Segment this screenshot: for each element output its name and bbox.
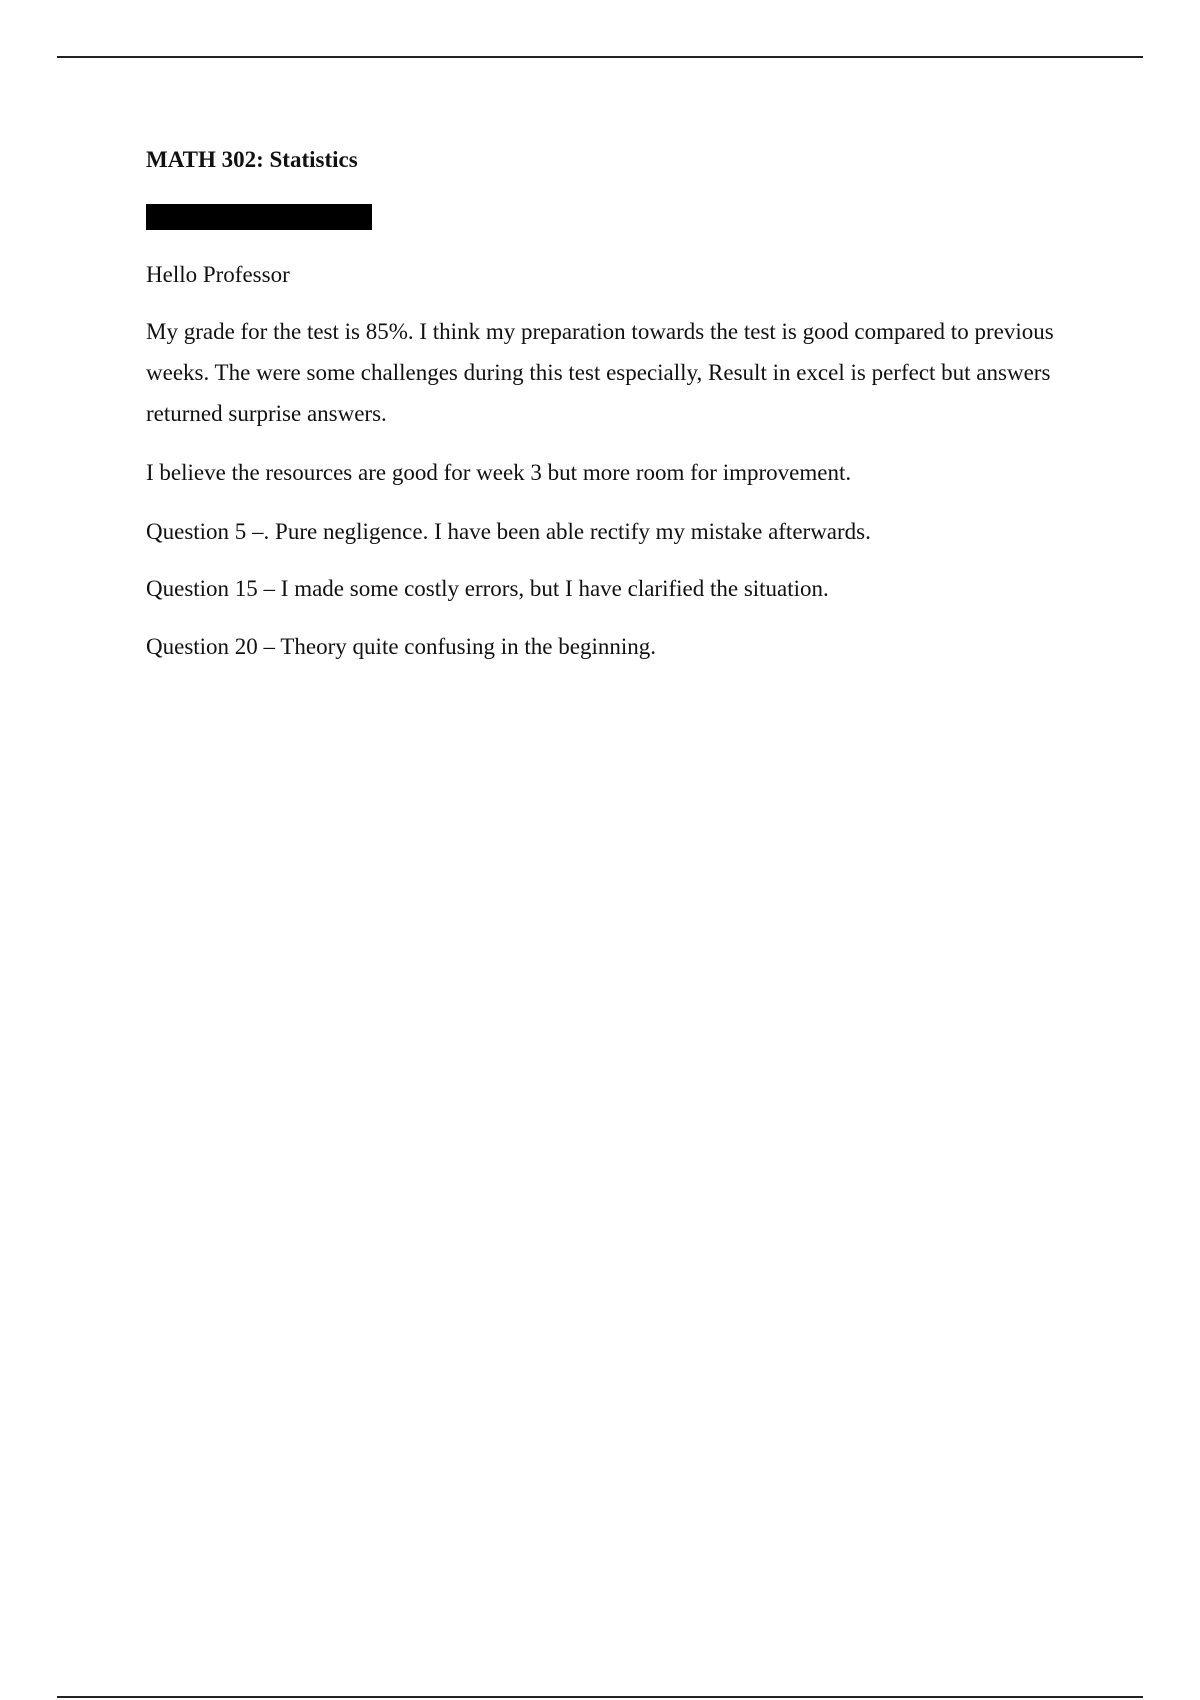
question-5-paragraph: Question 5 –. Pure negligence. I have been able rectify my mistake afterwards.	[146, 519, 871, 544]
page-top-rule	[57, 56, 1143, 58]
document-title: MATH 302: Statistics	[146, 147, 358, 172]
question-20-paragraph: Question 20 – Theory quite confusing in the beginning.	[146, 634, 656, 659]
grade-paragraph: My grade for the test is 85%. I think my preparation towards the test is good compared to previous weeks. The were some challenges during this test especially, Result in excel is perfect but answers returned surprise answers.	[146, 319, 1054, 426]
page-bottom-rule	[57, 1696, 1143, 1698]
document-body	[146, 140, 1086, 667]
greeting-text: Hello Professor	[146, 262, 290, 287]
resources-paragraph: I believe the resources are good for week 3 but more room for improvement.	[146, 460, 852, 485]
redacted-name-block	[146, 204, 372, 230]
question-15-paragraph: Question 15 – I made some costly errors, but I have clarified the situation.	[146, 576, 829, 601]
